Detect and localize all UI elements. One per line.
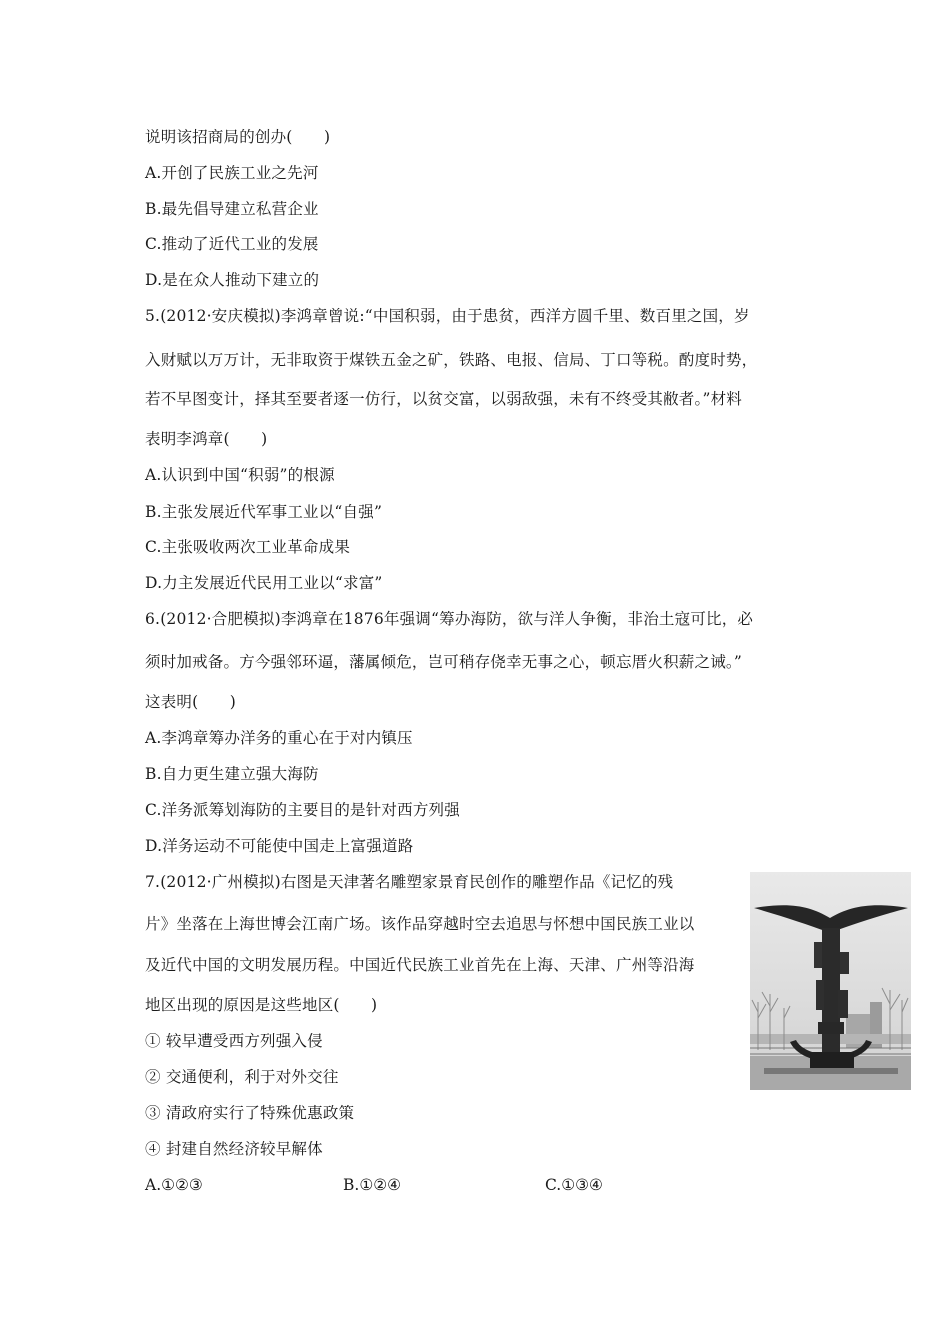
q6-stem-line-1: 6.(2012·合肥模拟)李鸿章在1876年强调“筹办海防，欲与洋人争衡，非治土寇可比，必 bbox=[145, 610, 754, 628]
q5-option-b: B.主张发展近代军事工业以“自强” bbox=[145, 503, 383, 521]
q7-stem-line-2: 片》坐落在上海世博会江南广场。该作品穿越时空去追思与怀想中国民族工业以 bbox=[145, 915, 695, 933]
q7-stem-line-3: 及近代中国的文明发展历程。中国近代民族工业首先在上海、天津、广州等沿海 bbox=[145, 956, 695, 974]
q5-option-c: C.主张吸收两次工业革命成果 bbox=[145, 538, 351, 556]
q5-option-a: A.认识到中国“积弱”的根源 bbox=[145, 466, 335, 484]
q4-option-d: D.是在众人推动下建立的 bbox=[145, 271, 320, 289]
q5-option-d: D.力主发展近代民用工业以“求富” bbox=[145, 574, 383, 592]
q4-stem: 说明该招商局的创办( ) bbox=[145, 128, 331, 146]
q7-stem-line-1: 7.(2012·广州模拟)右图是天津著名雕塑家景育民创作的雕塑作品《记忆的残 bbox=[145, 873, 674, 891]
q7-item-3: ③ 清政府实行了特殊优惠政策 bbox=[145, 1104, 355, 1122]
q4-option-c: C.推动了近代工业的发展 bbox=[145, 235, 319, 253]
q5-stem-line-4: 表明李鸿章( ) bbox=[145, 430, 268, 448]
q7-item-4: ④ 封建自然经济较早解体 bbox=[145, 1140, 323, 1158]
q6-stem-line-2: 须时加戒备。方今强邻环逼，藩属倾危，岂可稍存侥幸无事之心，顿忘厝火积薪之诫。” bbox=[145, 653, 742, 671]
q5-stem-line-3: 若不早图变计，择其至要者逐一仿行，以贫交富，以弱敌强，未有不终受其敝者。”材料 bbox=[145, 390, 742, 408]
q7-stem-line-4: 地区出现的原因是这些地区( ) bbox=[145, 996, 378, 1014]
q4-option-b: B.最先倡导建立私营企业 bbox=[145, 200, 319, 218]
q6-option-c: C.洋务派筹划海防的主要目的是针对西方列强 bbox=[145, 801, 460, 819]
q7-option-b: B.①②④ bbox=[343, 1176, 402, 1194]
q4-option-a: A.开创了民族工业之先河 bbox=[145, 164, 319, 182]
q7-option-c: C.①③④ bbox=[545, 1176, 603, 1194]
q6-option-b: B.自力更生建立强大海防 bbox=[145, 765, 319, 783]
q7-item-1: ① 较早遭受西方列强入侵 bbox=[145, 1032, 323, 1050]
q5-stem-line-2: 入财赋以万万计，无非取资于煤铁五金之矿，铁路、电报、信局、丁口等税。酌度时势， bbox=[145, 351, 758, 369]
q6-option-d: D.洋务运动不可能使中国走上富强道路 bbox=[145, 837, 414, 855]
q7-option-a: A.①②③ bbox=[145, 1176, 203, 1194]
q6-option-a: A.李鸿章筹办洋务的重心在于对内镇压 bbox=[145, 729, 413, 747]
sculpture-photo bbox=[750, 872, 911, 1090]
q5-stem-line-1: 5.(2012·安庆模拟)李鸿章曾说:“中国积弱，由于患贫，西洋方圆千里、数百里之国，岁 bbox=[145, 307, 750, 325]
q7-item-2: ② 交通便利，利于对外交往 bbox=[145, 1068, 339, 1086]
q6-stem-line-3: 这表明( ) bbox=[145, 693, 236, 711]
